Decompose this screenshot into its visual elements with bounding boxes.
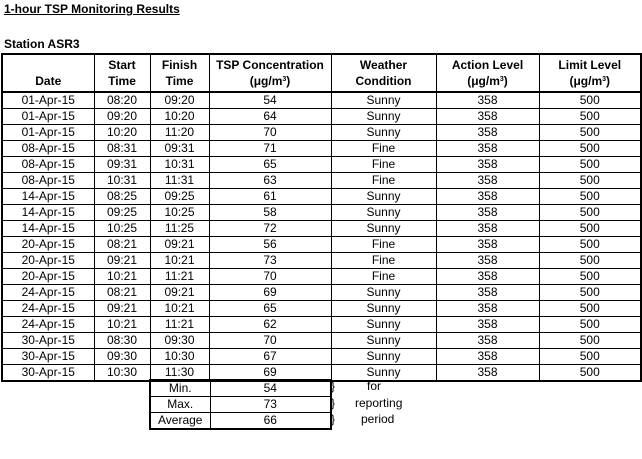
limit-level-cell: 500 xyxy=(539,109,641,125)
start-time-cell: 08:21 xyxy=(94,237,150,253)
table-row xyxy=(2,253,641,269)
limit-level-cell: 500 xyxy=(539,269,641,285)
summary-label: Min. xyxy=(150,380,210,397)
header-finish-time: Finish Time xyxy=(150,54,209,92)
summary-row xyxy=(150,380,331,397)
tsp-cell: 65 xyxy=(209,157,331,173)
summary-table xyxy=(149,379,332,430)
date-cell: 08-Apr-15 xyxy=(2,157,94,173)
weather-cell: Sunny xyxy=(331,221,436,237)
header-tsp-concentration: TSP Concentration $(\mu g/m^3)$ xyxy=(209,54,331,92)
action-level-cell: 358 xyxy=(436,221,539,237)
date-cell: 24-Apr-15 xyxy=(2,317,94,333)
limit-level-cell: 500 xyxy=(539,92,641,109)
header-weather-condition: Weather Condition xyxy=(331,54,436,92)
finish-time-cell: 10:20 xyxy=(150,109,209,125)
weather-cell: Sunny xyxy=(331,189,436,205)
start-time-cell: 09:25 xyxy=(94,205,150,221)
tsp-cell: 54 xyxy=(209,92,331,109)
start-time-cell: 09:31 xyxy=(94,157,150,173)
action-level-cell: 358 xyxy=(436,301,539,317)
weather-cell: Sunny xyxy=(331,301,436,317)
limit-level-cell: 500 xyxy=(539,157,641,173)
date-cell: 14-Apr-15 xyxy=(2,205,94,221)
date-cell: 20-Apr-15 xyxy=(2,269,94,285)
action-level-cell: 358 xyxy=(436,285,539,301)
table-row xyxy=(2,317,641,333)
header-row xyxy=(2,54,641,92)
finish-time-cell: 10:21 xyxy=(150,253,209,269)
tsp-cell: 72 xyxy=(209,221,331,237)
start-time-cell: 09:30 xyxy=(94,349,150,365)
start-time-cell: 10:21 xyxy=(94,317,150,333)
finish-time-cell: 10:31 xyxy=(150,157,209,173)
date-cell: 01-Apr-15 xyxy=(2,109,94,125)
table-row xyxy=(2,205,641,221)
action-level-cell: 358 xyxy=(436,349,539,365)
summary-value: 66 xyxy=(210,413,331,430)
weather-cell: Sunny xyxy=(331,349,436,365)
finish-time-cell: 09:30 xyxy=(150,333,209,349)
weather-cell: Sunny xyxy=(331,205,436,221)
tsp-cell: 69 xyxy=(209,365,331,382)
start-time-cell: 09:21 xyxy=(94,253,150,269)
date-cell: 08-Apr-15 xyxy=(2,173,94,189)
finish-time-cell: 11:21 xyxy=(150,317,209,333)
action-level-cell: 358 xyxy=(436,365,539,382)
action-level-cell: 358 xyxy=(436,237,539,253)
start-time-cell: 10:30 xyxy=(94,365,150,382)
weather-cell: Sunny xyxy=(331,365,436,382)
tsp-cell: 62 xyxy=(209,317,331,333)
weather-cell: Fine xyxy=(331,157,436,173)
table-row xyxy=(2,237,641,253)
date-cell: 14-Apr-15 xyxy=(2,189,94,205)
summary-note xyxy=(331,411,394,427)
action-level-cell: 358 xyxy=(436,317,539,333)
finish-time-cell: 09:25 xyxy=(150,189,209,205)
summary-value: 54 xyxy=(210,380,331,397)
date-cell: 20-Apr-15 xyxy=(2,237,94,253)
tsp-cell: 64 xyxy=(209,109,331,125)
date-cell: 01-Apr-15 xyxy=(2,92,94,109)
header-start-time: Start Time xyxy=(94,54,150,92)
summary-note xyxy=(331,378,381,394)
start-time-cell: 09:20 xyxy=(94,109,150,125)
summary-label: Average xyxy=(150,413,210,430)
tsp-cell: 70 xyxy=(209,269,331,285)
action-level-cell: 358 xyxy=(436,269,539,285)
summary-note xyxy=(331,395,402,411)
date-cell: 01-Apr-15 xyxy=(2,125,94,141)
limit-level-cell: 500 xyxy=(539,365,641,382)
tsp-cell: 71 xyxy=(209,141,331,157)
finish-time-cell: 09:31 xyxy=(150,141,209,157)
tsp-cell: 70 xyxy=(209,125,331,141)
summary-row xyxy=(150,397,331,413)
start-time-cell: 08:25 xyxy=(94,189,150,205)
action-level-cell: 358 xyxy=(436,92,539,109)
start-time-cell: 10:25 xyxy=(94,221,150,237)
action-level-cell: 358 xyxy=(436,189,539,205)
tsp-cell: 70 xyxy=(209,333,331,349)
summary-value: 73 xyxy=(210,397,331,413)
table-row xyxy=(2,269,641,285)
limit-level-cell: 500 xyxy=(539,317,641,333)
brace: } xyxy=(331,396,336,410)
station-label: Station ASR3 xyxy=(4,37,80,51)
start-time-cell: 08:30 xyxy=(94,333,150,349)
finish-time-cell: 11:30 xyxy=(150,365,209,382)
date-cell: 30-Apr-15 xyxy=(2,365,94,382)
finish-time-cell: 09:21 xyxy=(150,285,209,301)
limit-level-cell: 500 xyxy=(539,349,641,365)
start-time-cell: 10:20 xyxy=(94,125,150,141)
finish-time-cell: 10:21 xyxy=(150,301,209,317)
action-level-cell: 358 xyxy=(436,253,539,269)
table-row xyxy=(2,125,641,141)
brace: } xyxy=(331,379,336,393)
weather-cell: Fine xyxy=(331,253,436,269)
start-time-cell: 10:21 xyxy=(94,269,150,285)
summary-label: Max. xyxy=(150,397,210,413)
date-cell: 14-Apr-15 xyxy=(2,221,94,237)
limit-level-cell: 500 xyxy=(539,285,641,301)
limit-level-cell: 500 xyxy=(539,141,641,157)
weather-cell: Sunny xyxy=(331,317,436,333)
table-row xyxy=(2,157,641,173)
limit-level-cell: 500 xyxy=(539,189,641,205)
action-level-cell: 358 xyxy=(436,157,539,173)
note-text: period xyxy=(361,412,395,426)
weather-cell: Sunny xyxy=(331,109,436,125)
action-level-cell: 358 xyxy=(436,109,539,125)
start-time-cell: 08:20 xyxy=(94,92,150,109)
table-row xyxy=(2,301,641,317)
action-level-cell: 358 xyxy=(436,333,539,349)
weather-cell: Fine xyxy=(331,141,436,157)
tsp-cell: 65 xyxy=(209,301,331,317)
limit-level-cell: 500 xyxy=(539,221,641,237)
limit-level-cell: 500 xyxy=(539,237,641,253)
brace: } xyxy=(331,412,336,426)
start-time-cell: 10:31 xyxy=(94,173,150,189)
note-text: for xyxy=(367,379,382,393)
tsp-cell: 73 xyxy=(209,253,331,269)
tsp-cell: 67 xyxy=(209,349,331,365)
finish-time-cell: 09:21 xyxy=(150,237,209,253)
start-time-cell: 08:31 xyxy=(94,141,150,157)
date-cell: 30-Apr-15 xyxy=(2,333,94,349)
finish-time-cell: 11:31 xyxy=(150,173,209,189)
start-time-cell: 08:21 xyxy=(94,285,150,301)
weather-cell: Sunny xyxy=(331,125,436,141)
finish-time-cell: 10:25 xyxy=(150,205,209,221)
date-cell: 30-Apr-15 xyxy=(2,349,94,365)
date-cell: 24-Apr-15 xyxy=(2,285,94,301)
header-date: Date xyxy=(2,54,94,92)
page-title: 1-hour TSP Monitoring Results xyxy=(4,2,180,16)
date-cell: 20-Apr-15 xyxy=(2,253,94,269)
results-table xyxy=(1,53,642,382)
finish-time-cell: 09:20 xyxy=(150,92,209,109)
limit-level-cell: 500 xyxy=(539,173,641,189)
action-level-cell: 358 xyxy=(436,205,539,221)
limit-level-cell: 500 xyxy=(539,333,641,349)
tsp-cell: 58 xyxy=(209,205,331,221)
finish-time-cell: 11:21 xyxy=(150,269,209,285)
weather-cell: Fine xyxy=(331,237,436,253)
tsp-cell: 61 xyxy=(209,189,331,205)
date-cell: 08-Apr-15 xyxy=(2,141,94,157)
start-time-cell: 09:21 xyxy=(94,301,150,317)
table-row xyxy=(2,109,641,125)
header-action-level: Action Level $(\mu g/m^3)$ xyxy=(436,54,539,92)
limit-level-cell: 500 xyxy=(539,125,641,141)
summary-row xyxy=(150,413,331,430)
weather-cell: Fine xyxy=(331,173,436,189)
tsp-cell: 69 xyxy=(209,285,331,301)
table-row xyxy=(2,333,641,349)
finish-time-cell: 11:25 xyxy=(150,221,209,237)
finish-time-cell: 10:30 xyxy=(150,349,209,365)
table-row xyxy=(2,173,641,189)
table-row xyxy=(2,349,641,365)
weather-cell: Sunny xyxy=(331,285,436,301)
weather-cell: Sunny xyxy=(331,333,436,349)
date-cell: 24-Apr-15 xyxy=(2,301,94,317)
header-limit-level: Limit Level $(\mu g/m^3)$ xyxy=(539,54,641,92)
action-level-cell: 358 xyxy=(436,141,539,157)
tsp-cell: 63 xyxy=(209,173,331,189)
note-text: reporting xyxy=(355,396,403,410)
table-row xyxy=(2,189,641,205)
weather-cell: Fine xyxy=(331,269,436,285)
limit-level-cell: 500 xyxy=(539,301,641,317)
table-row xyxy=(2,285,641,301)
table-row xyxy=(2,221,641,237)
table-row xyxy=(2,141,641,157)
action-level-cell: 358 xyxy=(436,125,539,141)
limit-level-cell: 500 xyxy=(539,205,641,221)
limit-level-cell: 500 xyxy=(539,253,641,269)
tsp-cell: 56 xyxy=(209,237,331,253)
finish-time-cell: 11:20 xyxy=(150,125,209,141)
action-level-cell: 358 xyxy=(436,173,539,189)
weather-cell: Sunny xyxy=(331,92,436,109)
table-row xyxy=(2,92,641,109)
